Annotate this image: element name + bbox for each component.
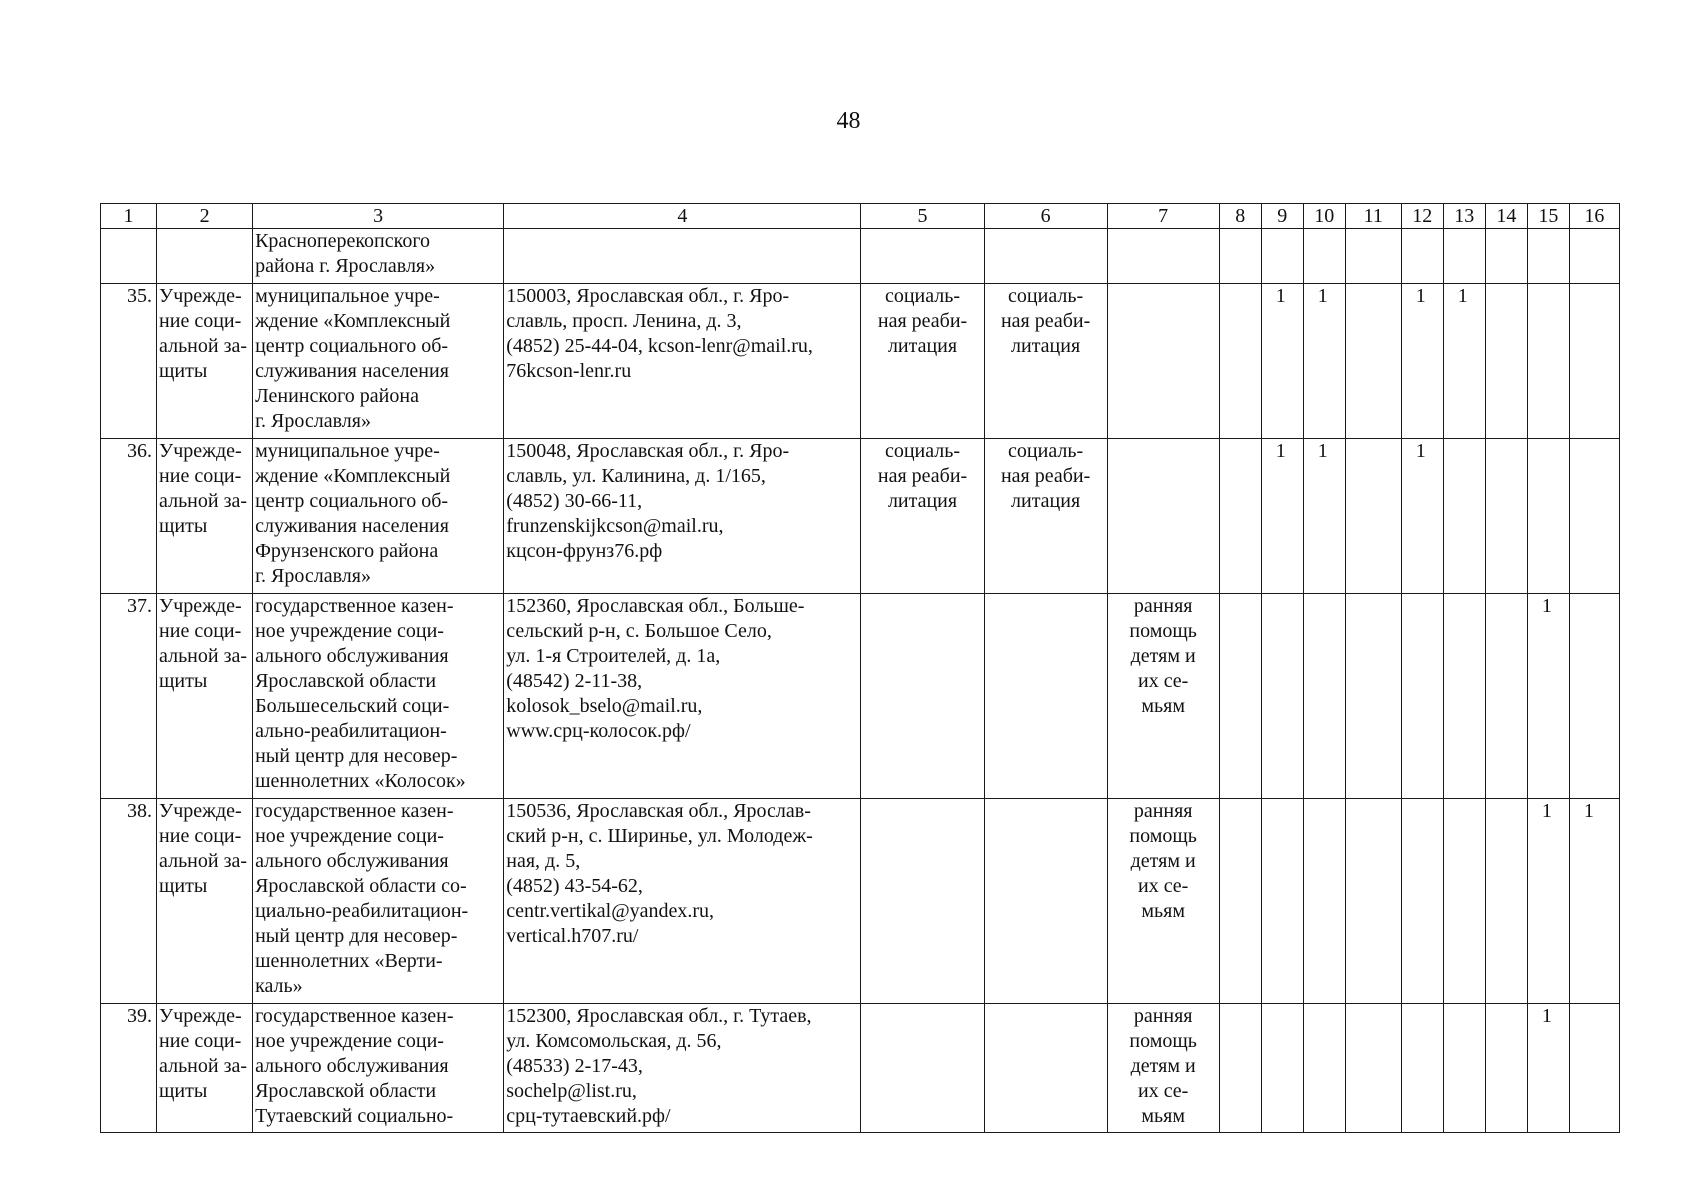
text-line: их се- [1137, 670, 1189, 692]
column-number-cell: 8 [1219, 204, 1261, 229]
text-line: Ярославской области [255, 670, 437, 692]
text-line: ная реаби- [1000, 465, 1091, 487]
column-number-cell: 9 [1261, 204, 1303, 229]
text-line: www.срц-колосок.рф/ [506, 720, 691, 742]
text-line: щиты [159, 670, 208, 692]
cell [1485, 229, 1527, 284]
institution-name-cell [253, 799, 504, 1004]
text-line: литация [887, 490, 958, 512]
cell [861, 229, 984, 284]
text-line: каль» [255, 975, 303, 997]
flag-cell [1569, 594, 1619, 799]
institution-name-cell [253, 594, 504, 799]
text-line: Учрежде- [159, 1005, 242, 1027]
flag-cell [1219, 799, 1261, 1004]
flag-cell [1261, 1004, 1303, 1133]
text-line: мьям [1141, 695, 1185, 717]
text-line: Большесельский соци- [255, 695, 450, 717]
text-line: Фрунзенского района [255, 540, 439, 562]
text-line: литация [1011, 490, 1081, 512]
flag-cell [1443, 799, 1485, 1004]
table-body [101, 204, 1620, 1133]
service-cell [1107, 799, 1219, 1004]
flag-cell: 1 [1527, 594, 1569, 799]
flag-cell [1345, 594, 1401, 799]
service-cell [984, 1004, 1107, 1133]
text-line: ние соци- [159, 620, 242, 642]
text-line: (48533) 2-17-43, [506, 1055, 643, 1077]
text-line: ние соци- [159, 825, 242, 847]
text-line: kolosok_bselo@mail.ru, [506, 695, 703, 717]
text-line: альной за- [159, 335, 248, 357]
row-number-cell: 38. [101, 799, 157, 1004]
text-line: социаль- [884, 285, 961, 307]
address-cell [504, 284, 861, 439]
service-cell [984, 799, 1107, 1004]
flag-cell [1569, 284, 1619, 439]
text-line: сельский р-н, с. Большое Село, [506, 620, 772, 642]
row-number-cell: 36. [101, 439, 157, 594]
text-line: шеннолетних «Колосок» [255, 770, 466, 792]
service-cell [984, 594, 1107, 799]
continuation-row [101, 229, 1620, 284]
service-cell [1107, 439, 1219, 594]
flag-cell: 1 [1303, 284, 1345, 439]
text-line: ная реаби- [1000, 310, 1091, 332]
service-cell [984, 439, 1107, 594]
text-line: Учрежде- [159, 595, 242, 617]
address-cell [504, 1004, 861, 1133]
text-line: 152300, Ярославская обл., г. Тутаев, [506, 1005, 812, 1027]
text-line: славль, просп. Ленина, д. 3, [506, 310, 742, 332]
text-line: 150003, Ярославская обл., г. Яро- [506, 285, 790, 307]
flag-cell: 1 [1401, 284, 1443, 439]
table-row [101, 1004, 1620, 1133]
text-line: ный центр для несовер- [255, 925, 458, 947]
text-line: (4852) 30-66-11, [506, 490, 643, 512]
text-line: г. Ярославля» [255, 410, 371, 432]
text-line: ный центр для несовер- [255, 745, 458, 767]
text-line: их се- [1137, 1080, 1189, 1102]
text-line: ранняя [1133, 1005, 1193, 1027]
text-line: литация [1011, 335, 1081, 357]
text-line: детям и [1130, 1055, 1196, 1077]
text-line: Тутаевский социально- [255, 1105, 454, 1127]
text-line: vertical.h707.ru/ [506, 925, 639, 947]
flag-cell [1219, 439, 1261, 594]
flag-cell [1443, 439, 1485, 594]
text-line: альной за- [159, 645, 248, 667]
text-line: щиты [159, 515, 208, 537]
institution-name-cell [253, 1004, 504, 1133]
page-number: 48 [836, 108, 861, 134]
text-line: centr.vertikal@yandex.ru, [506, 900, 715, 922]
flag-cell [1401, 799, 1443, 1004]
service-cell [861, 284, 984, 439]
flag-cell [1443, 594, 1485, 799]
text-line: социаль- [1008, 285, 1084, 307]
institution-type-cell [157, 439, 253, 594]
text-line: ального обслуживания [255, 1055, 449, 1077]
text-line: г. Ярославля» [255, 565, 371, 587]
flag-cell [1219, 594, 1261, 799]
flag-cell [1345, 284, 1401, 439]
text-line: альной за- [159, 490, 248, 512]
text-line: щиты [159, 360, 208, 382]
table-row [101, 284, 1620, 439]
institution-type-cell [157, 799, 253, 1004]
text-line: шеннолетних «Верти- [255, 950, 443, 972]
flag-cell [1485, 1004, 1527, 1133]
cell [1443, 229, 1485, 284]
text-line: ранняя [1133, 595, 1193, 617]
text-line: детям и [1130, 850, 1196, 872]
flag-cell [1261, 799, 1303, 1004]
cell [1401, 229, 1443, 284]
text-line: ранняя [1133, 800, 1193, 822]
text-line: помощь [1129, 825, 1197, 847]
cell [1261, 229, 1303, 284]
flag-cell [1485, 439, 1527, 594]
table-row [101, 799, 1620, 1004]
text-line: ная, д. 5, [506, 850, 581, 872]
flag-cell: 1 [1303, 439, 1345, 594]
text-line: Ярославской области [255, 1080, 437, 1102]
text-line: их се- [1137, 875, 1189, 897]
cell [984, 229, 1107, 284]
cell [101, 229, 157, 284]
flag-cell [1569, 1004, 1619, 1133]
cell [157, 229, 253, 284]
text-line: ального обслуживания [255, 645, 449, 667]
text-line: славль, ул. Калинина, д. 1/165, [506, 465, 766, 487]
flag-cell [1443, 1004, 1485, 1133]
column-number-cell: 1 [101, 204, 157, 229]
service-cell [1107, 284, 1219, 439]
text-line: Учрежде- [159, 440, 242, 462]
flag-cell: 1 [1443, 284, 1485, 439]
cell [1303, 229, 1345, 284]
flag-cell [1219, 284, 1261, 439]
text-line: (4852) 25-44-04, kcson-lenr@mail.ru, [506, 335, 813, 357]
institution-type-cell [157, 284, 253, 439]
flag-cell [1219, 1004, 1261, 1133]
text-line: центр социального об- [255, 335, 449, 357]
text-line: 76kcson-lenr.ru [506, 360, 632, 382]
text-line: муниципальное учре- [255, 285, 440, 307]
text-line: литация [887, 335, 958, 357]
address-cell [504, 594, 861, 799]
text-line: государственное казен- [255, 595, 454, 617]
text-line: социаль- [884, 440, 961, 462]
address-cell [504, 439, 861, 594]
text-line: ального обслуживания [255, 850, 449, 872]
flag-cell [1527, 284, 1569, 439]
row-number-cell: 37. [101, 594, 157, 799]
flag-cell: 1 [1401, 439, 1443, 594]
text-line: Учрежде- [159, 285, 242, 307]
service-cell [861, 439, 984, 594]
text-line: (4852) 43-54-62, [506, 875, 643, 897]
text-line: ное учреждение соци- [255, 1030, 444, 1052]
cell [1345, 229, 1401, 284]
text-line: служивания населения [255, 360, 449, 382]
text-line: ние соци- [159, 1030, 242, 1052]
institution-name-cell [253, 439, 504, 594]
column-number-cell: 12 [1401, 204, 1443, 229]
column-number-cell: 7 [1107, 204, 1219, 229]
text-line: 152360, Ярославская обл., Больше- [506, 595, 805, 617]
text-line: ул. Комсомольская, д. 56, [506, 1030, 722, 1052]
text-line: служивания населения [255, 515, 449, 537]
text-line: щиты [159, 875, 208, 897]
text-line: мьям [1141, 900, 1185, 922]
text-line: ная реаби- [877, 310, 968, 332]
service-cell [1107, 1004, 1219, 1133]
flag-cell [1303, 594, 1345, 799]
text-line: детям и [1130, 645, 1196, 667]
institution-type-cell [157, 594, 253, 799]
flag-cell: 1 [1261, 439, 1303, 594]
text-line: Красноперекопского [255, 230, 431, 252]
text-line: Ярославской области со- [255, 875, 467, 897]
text-line: 150048, Ярославская обл., г. Яро- [506, 440, 790, 462]
text-line: 150536, Ярославская обл., Ярослав- [506, 800, 811, 822]
cell [1107, 229, 1219, 284]
column-number-cell: 15 [1527, 204, 1569, 229]
column-number-cell: 14 [1485, 204, 1527, 229]
text-line: ние соци- [159, 310, 242, 332]
column-number-cell: 10 [1303, 204, 1345, 229]
column-number-cell: 4 [504, 204, 861, 229]
text-line: ждение «Комплексный [255, 465, 451, 487]
flag-cell [1485, 594, 1527, 799]
flag-cell [1527, 439, 1569, 594]
service-cell [984, 284, 1107, 439]
text-line: центр социального об- [255, 490, 449, 512]
institution-type-cell [157, 1004, 253, 1133]
text-line: помощь [1129, 1030, 1197, 1052]
text-line: социаль- [1008, 440, 1084, 462]
address-cell [504, 799, 861, 1004]
text-line: государственное казен- [255, 1005, 454, 1027]
cell [1527, 229, 1569, 284]
text-line: муниципальное учре- [255, 440, 440, 462]
text-line: Ленинского района [255, 385, 419, 407]
text-line: ное учреждение соци- [255, 825, 444, 847]
service-cell [1107, 594, 1219, 799]
column-number-cell: 16 [1569, 204, 1619, 229]
flag-cell [1345, 1004, 1401, 1133]
text-line: государственное казен- [255, 800, 454, 822]
table-row [101, 594, 1620, 799]
column-number-cell: 11 [1345, 204, 1401, 229]
text-line: (48542) 2-11-38, [506, 670, 643, 692]
flag-cell [1345, 439, 1401, 594]
text-line: ский р-н, с. Ширинье, ул. Молодеж- [506, 825, 813, 847]
text-line: ное учреждение соци- [255, 620, 444, 642]
flag-cell [1303, 1004, 1345, 1133]
flag-cell: 1 [1527, 799, 1569, 1004]
text-line: срц-тутаевский.рф/ [506, 1105, 671, 1127]
text-line: ально-реабилитацион- [255, 720, 447, 742]
flag-cell [1401, 1004, 1443, 1133]
flag-cell: 1 [1569, 799, 1619, 1004]
flag-cell [1345, 799, 1401, 1004]
text-line: мьям [1141, 1105, 1185, 1127]
continuation-name-cell [253, 229, 504, 284]
flag-cell [1401, 594, 1443, 799]
text-line: циально-реабилитацион- [255, 900, 469, 922]
service-cell [861, 799, 984, 1004]
flag-cell [1485, 284, 1527, 439]
flag-cell [1569, 439, 1619, 594]
cell [504, 229, 861, 284]
text-line: sochelp@list.ru, [506, 1080, 637, 1102]
text-line: помощь [1129, 620, 1197, 642]
text-line: Учрежде- [159, 800, 242, 822]
flag-cell [1261, 594, 1303, 799]
text-line: щиты [159, 1080, 208, 1102]
table-row [101, 439, 1620, 594]
flag-cell [1485, 799, 1527, 1004]
column-number-cell: 13 [1443, 204, 1485, 229]
row-number-cell: 39. [101, 1004, 157, 1133]
cell [1569, 229, 1619, 284]
row-number-cell: 35. [101, 284, 157, 439]
text-line: ная реаби- [877, 465, 968, 487]
text-line: района г. Ярославля» [255, 255, 436, 277]
flag-cell: 1 [1527, 1004, 1569, 1133]
column-number-cell: 3 [253, 204, 504, 229]
service-cell [861, 594, 984, 799]
text-line: альной за- [159, 850, 248, 872]
flag-cell: 1 [1261, 284, 1303, 439]
institution-name-cell [253, 284, 504, 439]
column-number-cell: 6 [984, 204, 1107, 229]
cell [1219, 229, 1261, 284]
text-line: альной за- [159, 1055, 248, 1077]
text-line: frunzenskijkcson@mail.ru, [506, 515, 724, 537]
text-line: кцсон-фрунз76.рф [506, 540, 663, 562]
text-line: ул. 1-я Строителей, д. 1а, [506, 645, 721, 667]
column-number-cell: 5 [861, 204, 984, 229]
text-line: ние соци- [159, 465, 242, 487]
service-cell [861, 1004, 984, 1133]
services-table [100, 203, 1620, 1133]
flag-cell [1303, 799, 1345, 1004]
column-number-cell: 2 [157, 204, 253, 229]
column-number-row [101, 204, 1620, 229]
text-line: ждение «Комплексный [255, 310, 451, 332]
